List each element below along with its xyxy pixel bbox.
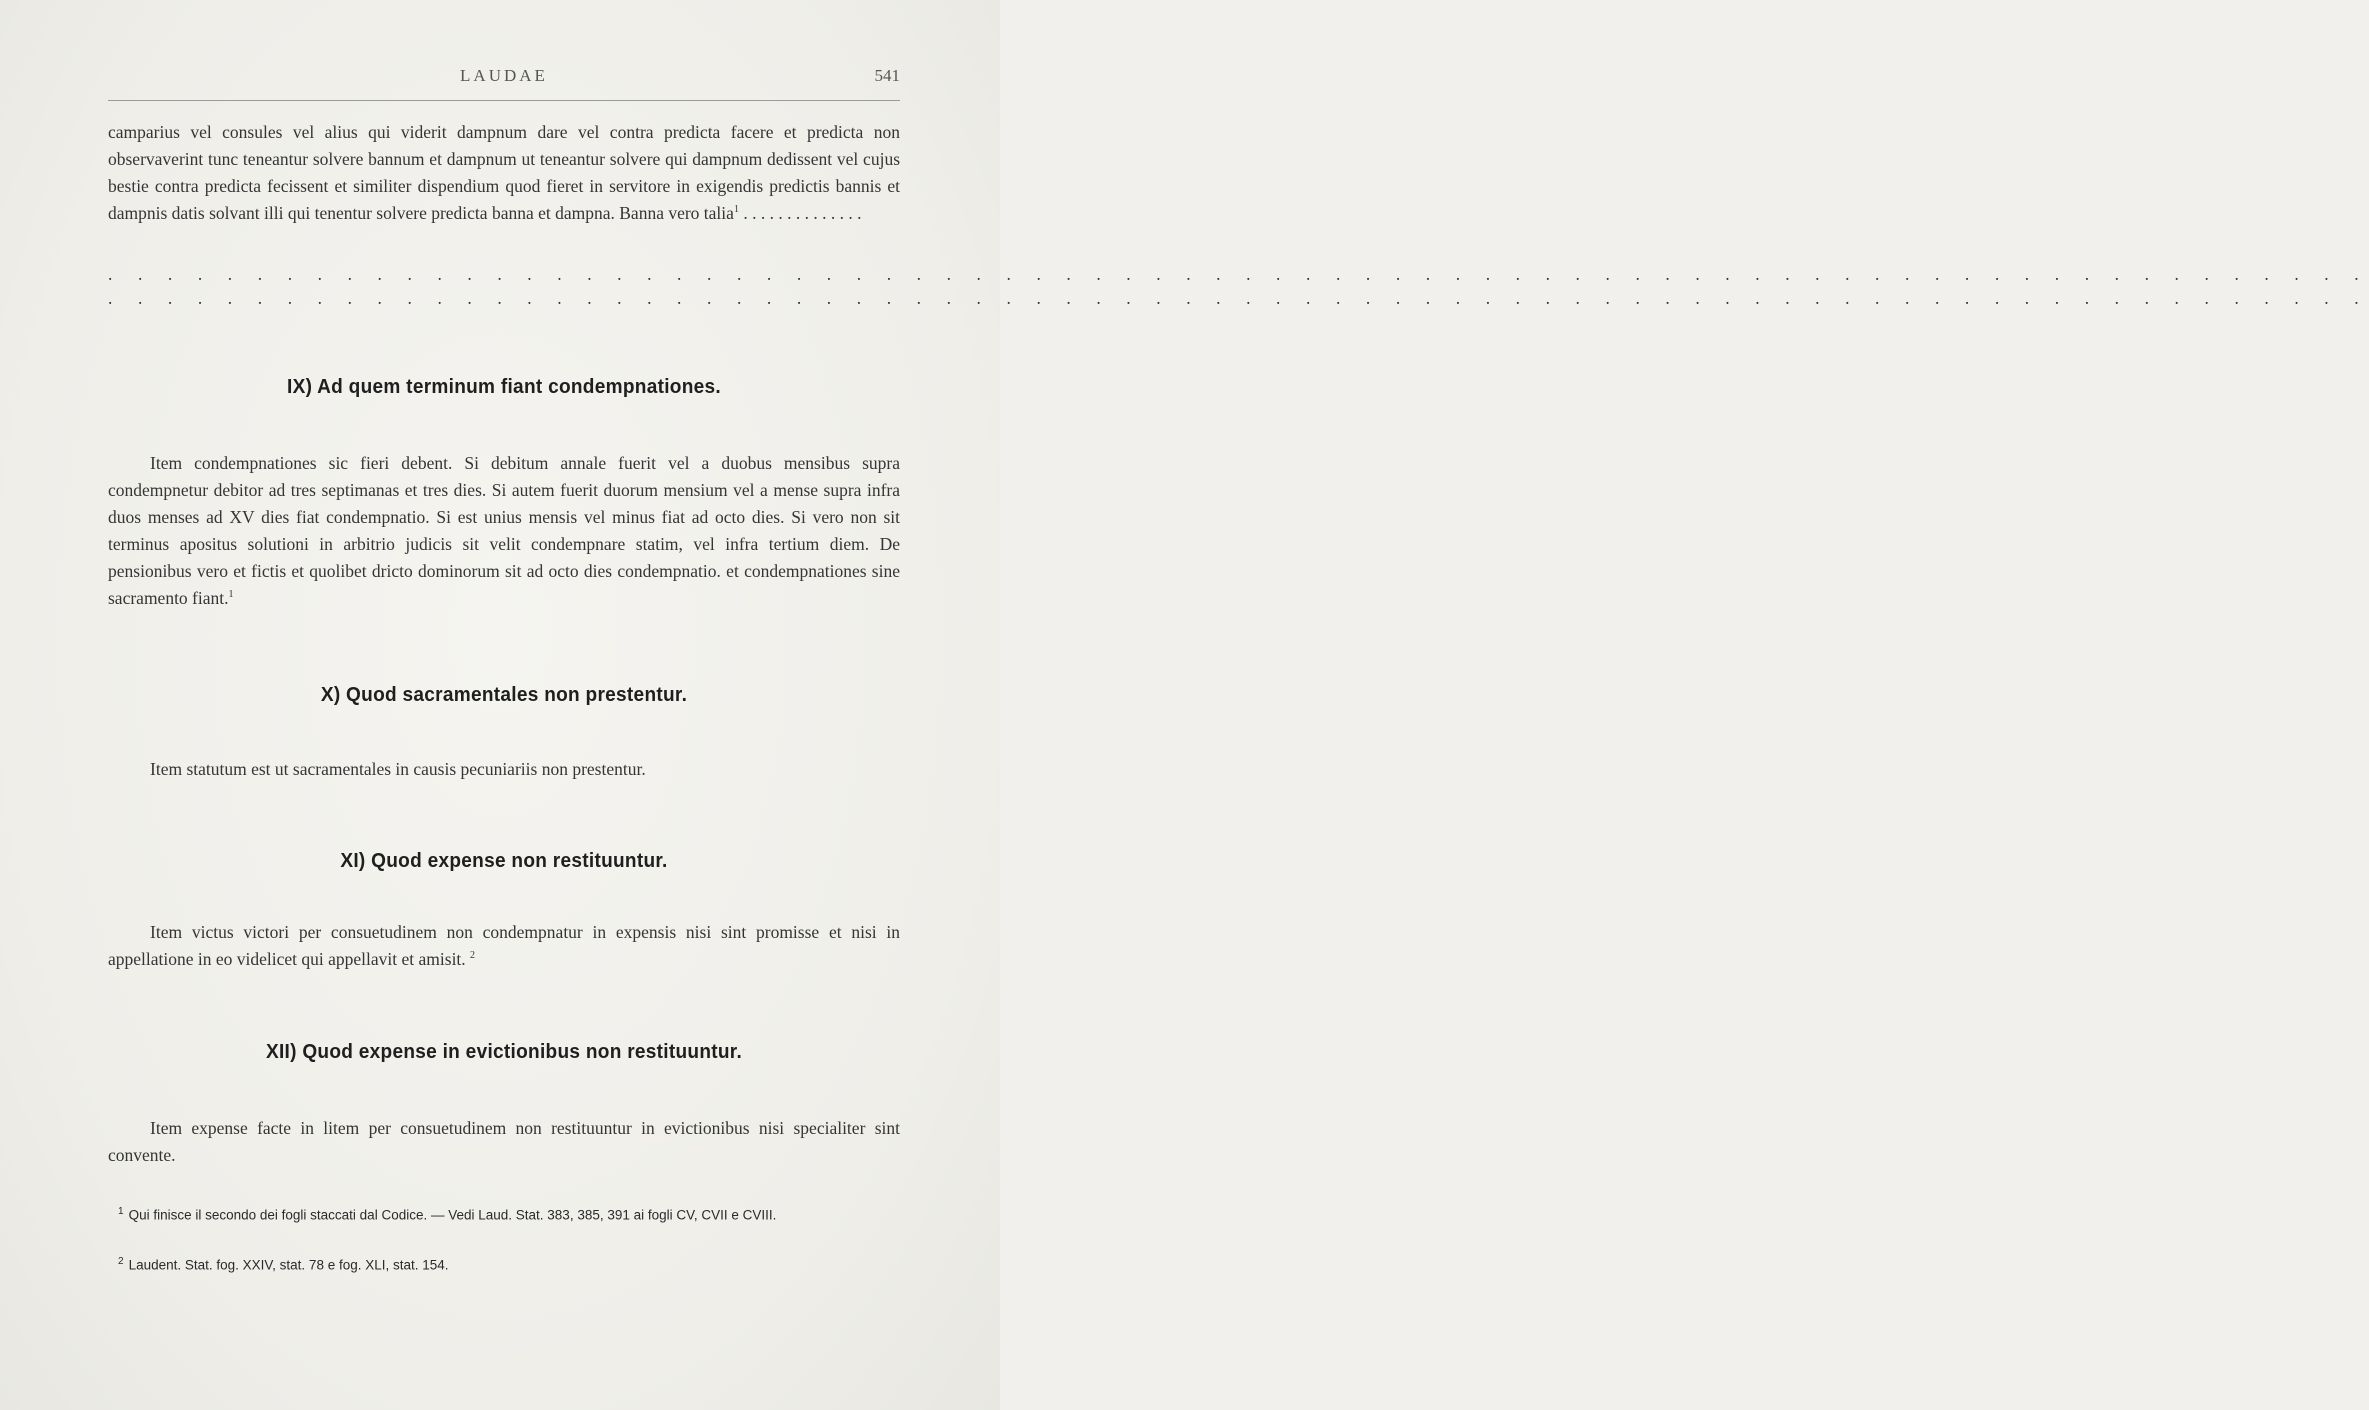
footnote-mark: 2	[118, 1256, 124, 1267]
section-text: Item expense facte in litem per consuetudinem non restituuntur in evictionibus nisi specialiter sint convente.	[108, 1118, 900, 1165]
section-heading: IX) Ad quem terminum fiant condempnationes.	[287, 375, 721, 398]
page-number: 541	[874, 66, 900, 85]
ellipsis-dots-line: . . . . . . . . . . . . . . . . . . . . . . . . . . . . . . . . . . . . . . . . . . . . . . . . . . . . . . . . . . . . . . . . . . . . . . . . . . . .	[108, 288, 2369, 308]
ellipsis-dots-line: . . . . . . . . . . . . . . . . . . . . . . . . . . . . . . . . . . . . . . . . . . . . . . . . . . . . . . . . . . . . . . . . . . . . . . . . . . . .	[108, 264, 2369, 284]
footnote-text: Laudent. Stat. fog. XXIV, stat. 78 e fog. XLI, stat. 154.	[128, 1257, 449, 1273]
section-paragraph	[108, 1115, 900, 1169]
footnote-mark: 1	[118, 1206, 124, 1217]
ellipsis-dots: . . . . . . . . . . . . . .	[743, 203, 862, 223]
footnote-text: Qui finisce il secondo dei fogli staccati dal Codice. — Vedi Laud. Stat. 383, 385, 391 ai fogli CV, CVII e CVIII.	[128, 1207, 777, 1223]
section-heading: XII) Quod expense in evictionibus non restituuntur.	[265, 1040, 743, 1063]
section-heading: X) Quod sacramentales non prestentur.	[320, 683, 688, 706]
section-paragraph	[108, 919, 900, 973]
section-paragraph	[108, 450, 900, 612]
footnote-ref: 1	[228, 589, 234, 601]
continuation-text: camparius vel consules vel alius qui viderit dampnum dare vel contra predicta facere et predicta non observaverint tunc teneantur solvere bannum et dampnum ut teneantur solvere qui dampnum dedissent vel cujus bestie contra predicta fecissent et similiter dispendium quod fieret in servitore in exigendis predictis bannis et dampnis datis solvant illi qui tenentur solvere predicta banna et dampna. Banna vero talia	[108, 122, 900, 223]
section-heading: XI) Quod expense non restituuntur.	[340, 849, 668, 872]
running-title: LAUDAE	[460, 66, 548, 85]
continuation-paragraph	[108, 119, 900, 227]
footnote	[118, 1200, 908, 1228]
footnote	[118, 1250, 908, 1278]
section-paragraph	[108, 756, 900, 783]
page-header	[108, 62, 900, 90]
section-text: Item statutum est ut sacramentales in causis pecuniariis non prestentur.	[150, 759, 646, 779]
section-text: Item victus victori per consuetudinem non condempnatur in expensis nisi sint promisse et nisi in appellatione in eo videlicet qui appellavit et amisit.	[108, 922, 900, 969]
section-text: Item condempnationes sic fieri debent. Si debitum annale fuerit vel a duobus mensibus supra condempnetur debitor ad tres septimanas et tres dies. Si autem fuerit duorum mensium vel a mense supra infra duos menses ad XV dies fiat condempnatio. Si est unius mensis vel minus fiat ad octo dies. Si vero non sit terminus apositus solutioni in arbitrio judicis sit velit condempnare statim, vel infra tertium diem. De pensionibus vero et fictis et quolibet dricto dominorum sit ad octo dies condempnatio. et condempnationes sine sacramento fiant.	[108, 453, 900, 608]
header-rule	[108, 100, 900, 101]
footnote-ref: 1	[733, 204, 739, 216]
footnote-ref: 2	[470, 950, 476, 962]
